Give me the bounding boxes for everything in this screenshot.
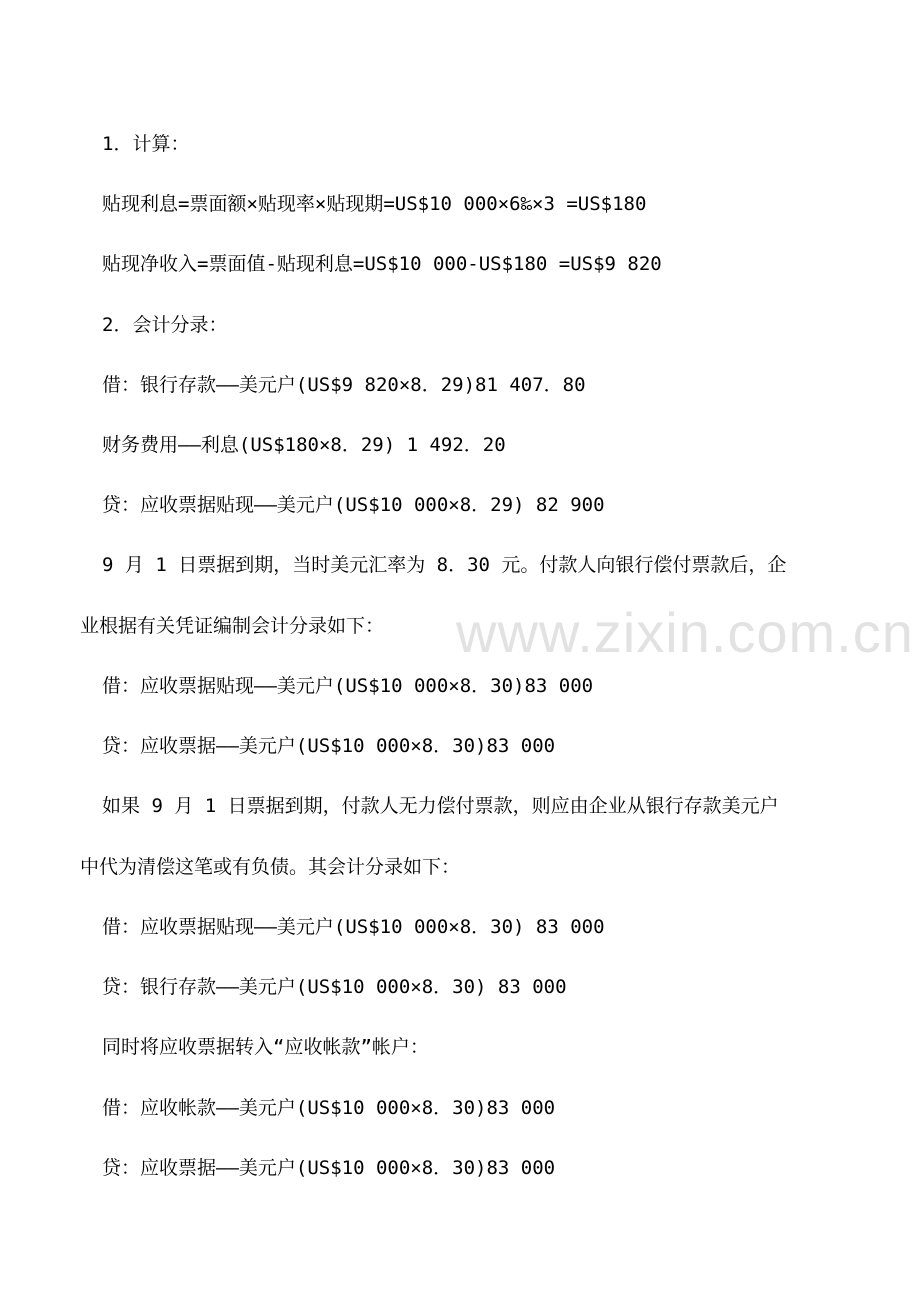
entry-credit-notes-receivable-final: 贷：应收票据——美元户(US$10 000×8．30)83 000 <box>102 1157 556 1179</box>
watermark: www.zixin.com.cn <box>456 601 914 664</box>
entry-credit-notes-discounted: 贷：应收票据贴现——美元户(US$10 000×8．29) 82 900 <box>102 494 605 516</box>
section-2-heading: 2．会计分录： <box>102 314 228 336</box>
paragraph-default-line1: 如果 9 月 1 日票据到期，付款人无力偿付票款，则应由企业从银行存款美元户 <box>102 795 779 817</box>
transfer-to-accounts-receivable: 同时将应收票据转入“应收帐款”帐户： <box>102 1036 429 1058</box>
paragraph-maturity-line2: 业根据有关凭证编制会计分录如下： <box>80 615 385 637</box>
entry-debit-accounts-receivable: 借：应收帐款——美元户(US$10 000×8．30)83 000 <box>102 1097 556 1119</box>
paragraph-maturity-line1: 9 月 1 日票据到期，当时美元汇率为 8．30 元。付款人向银行偿付票款后，企 <box>102 554 787 576</box>
section-1-heading: 1．计算： <box>102 133 190 155</box>
entry-credit-bank-deposit-default: 贷：银行存款——美元户(US$10 000×8．30) 83 000 <box>102 976 567 998</box>
discount-interest-formula: 贴现利息=票面额×贴现率×贴现期=US$10 000×6‰×3 =US$180 <box>102 193 647 215</box>
entry-debit-notes-discounted: 借：应收票据贴现——美元户(US$10 000×8．30)83 000 <box>102 675 594 697</box>
entry-finance-expense: 财务费用——利息(US$180×8．29) 1 492．20 <box>102 434 506 456</box>
net-discount-income-formula: 贴现净收入=票面值-贴现利息=US$10 000-US$180 =US$9 820 <box>102 253 662 275</box>
entry-credit-notes-receivable: 贷：应收票据——美元户(US$10 000×8．30)83 000 <box>102 735 556 757</box>
entry-debit-bank-deposit: 借：银行存款——美元户(US$9 820×8．29)81 407．80 <box>102 374 586 396</box>
paragraph-default-line2: 中代为清偿这笔或有负债。其会计分录如下： <box>80 856 461 878</box>
entry-debit-notes-discounted-default: 借：应收票据贴现——美元户(US$10 000×8．30) 83 000 <box>102 916 605 938</box>
